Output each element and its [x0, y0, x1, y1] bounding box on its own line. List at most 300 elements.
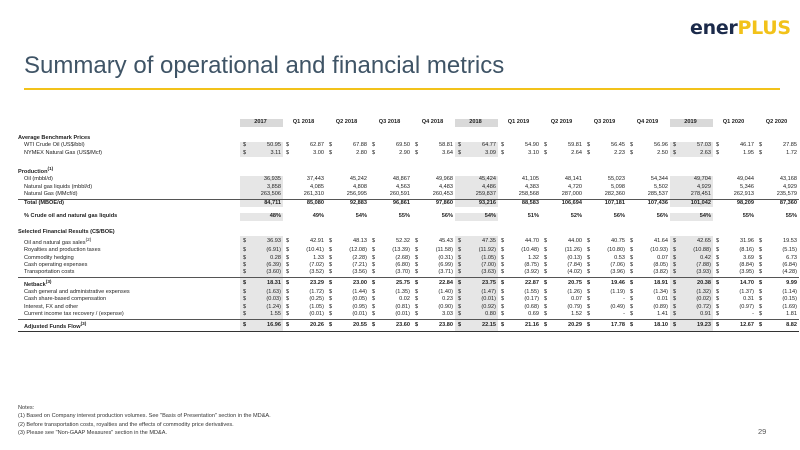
currency-symbol: $ — [544, 296, 548, 303]
table-cell: 4,563 — [396, 183, 410, 190]
currency-symbol: $ — [630, 296, 634, 303]
currency-symbol: $ — [673, 296, 677, 303]
currency-symbol: $ — [587, 269, 591, 276]
currency-symbol: $ — [329, 311, 333, 318]
currency-symbol: $ — [286, 142, 290, 149]
table-cell: $ 0.28 — [240, 255, 283, 262]
table-cell: $ 1.33 — [283, 255, 326, 262]
table-cell: $ (7.88) — [670, 262, 713, 269]
table-cell: $ (10.93) — [627, 247, 670, 254]
page-number: 29 — [758, 427, 767, 436]
currency-symbol: $ — [329, 289, 333, 296]
currency-symbol: $ — [587, 321, 591, 328]
table-cell: $ (3.96) — [584, 269, 627, 277]
table-cell: $ 19.53 — [756, 236, 799, 247]
table-cell: $ (0.01) — [455, 296, 498, 303]
currency-symbol: $ — [286, 254, 290, 261]
table-cell: $ (6.99) — [412, 262, 455, 269]
table-cell: $ - — [584, 311, 627, 319]
currency-symbol: $ — [415, 279, 419, 286]
table-cell: 3,858 — [240, 184, 283, 191]
currency-symbol: $ — [544, 254, 548, 261]
table-cell: $ (2.68) — [369, 255, 412, 262]
currency-symbol: $ — [329, 247, 333, 254]
currency-symbol: $ — [286, 237, 290, 244]
enerplus-logo: enerPLUS — [690, 17, 791, 39]
section-title: Average Benchmark Prices — [18, 135, 91, 141]
table-cell: 36,935 — [240, 176, 283, 183]
table-cell: 259,837 — [455, 191, 498, 199]
table-cell: $ 1.32 — [498, 255, 541, 262]
table-cell: 262,913 — [713, 191, 756, 199]
table-cell: $ (10.41) — [283, 247, 326, 254]
table-cell: $ 2.23 — [584, 150, 627, 157]
currency-symbol: $ — [544, 262, 548, 268]
table-cell: 49,044 — [736, 176, 754, 183]
table-header-row — [18, 119, 799, 127]
table-row — [18, 184, 799, 191]
table-cell: $ 0.69 — [498, 311, 541, 319]
row-label: Royalties and production taxes — [24, 247, 101, 254]
currency-symbol: $ — [544, 289, 548, 296]
table-cell: $ 19.46 — [584, 277, 627, 289]
currency-symbol: $ — [372, 247, 376, 254]
currency-symbol: $ — [716, 142, 720, 149]
table-cell: $ (7.21) — [326, 262, 369, 269]
table-cell: $ 54.90 — [498, 142, 541, 149]
table-cell: 45,242 — [349, 176, 367, 183]
table-cell: $ (1.34) — [627, 289, 670, 296]
currency-symbol: $ — [716, 303, 720, 310]
table-cell: $ (6.91) — [240, 247, 283, 254]
table-cell: $ (1.63) — [240, 289, 283, 296]
table-cell: $ 2.50 — [627, 150, 670, 157]
page-title: Summary of operational and financial metrics — [24, 52, 505, 79]
table-cell: 260,591 — [369, 191, 412, 199]
table-cell: $ 12.67 — [713, 319, 756, 331]
currency-symbol: $ — [286, 296, 290, 303]
currency-symbol: $ — [243, 269, 247, 276]
currency-symbol: $ — [716, 149, 720, 156]
table-row — [18, 199, 799, 207]
currency-symbol: $ — [716, 296, 720, 303]
table-cell: $ (0.90) — [412, 304, 455, 311]
metrics-table-container — [18, 119, 797, 332]
table-cell: 5,346 — [740, 183, 754, 190]
currency-symbol: $ — [759, 142, 763, 149]
table-cell: $ (4.02) — [541, 269, 584, 277]
currency-symbol: $ — [415, 262, 419, 268]
table-cell: 51% — [527, 213, 539, 220]
currency-symbol: $ — [587, 149, 591, 156]
table-cell: $ (0.72) — [670, 304, 713, 311]
table-cell: 260,453 — [412, 191, 455, 199]
table-cell: $ 25.75 — [369, 277, 412, 289]
currency-symbol: $ — [329, 303, 333, 310]
column-header: Q3 2019 — [593, 119, 616, 126]
table-cell: $ 0.07 — [541, 296, 584, 303]
table-cell: $ (10.88) — [670, 247, 713, 254]
table-cell: $ (13.39) — [369, 247, 412, 254]
table-cell: $ (3.82) — [627, 269, 670, 277]
currency-symbol: $ — [458, 269, 462, 276]
currency-symbol: $ — [587, 247, 591, 254]
currency-symbol: $ — [458, 303, 462, 310]
row-label: WTI Crude Oil (US$/bbl) — [24, 142, 85, 149]
currency-symbol: $ — [630, 321, 634, 328]
note-line: Notes: — [18, 405, 35, 411]
row-label: % Crude oil and natural gas liquids — [24, 213, 118, 220]
row-label: Total (MBOE/d) — [24, 199, 64, 206]
currency-symbol: $ — [415, 149, 419, 156]
table-cell: $ (1.24) — [240, 304, 283, 311]
table-row — [18, 142, 799, 149]
table-cell: $ (0.13) — [541, 255, 584, 262]
table-cell: $ 1.72 — [756, 150, 799, 157]
currency-symbol: $ — [458, 321, 462, 328]
table-cell: 54% — [670, 213, 713, 220]
currency-symbol: $ — [501, 237, 505, 244]
table-cell: 285,537 — [627, 191, 670, 199]
table-cell: $ (3.70) — [369, 269, 412, 277]
table-cell: $ (3.93) — [670, 269, 713, 277]
table-cell: $ (0.25) — [283, 296, 326, 303]
table-row — [18, 176, 799, 183]
table-cell: $ (0.03) — [240, 296, 283, 303]
table-cell: $ 52.32 — [369, 236, 412, 247]
table-cell: 54% — [355, 213, 367, 220]
column-header: Q1 2020 — [722, 119, 745, 126]
table-cell: $ (3.63) — [455, 269, 498, 277]
table-cell: 43,168 — [779, 176, 797, 183]
table-cell: 48,141 — [564, 176, 582, 183]
currency-symbol: $ — [716, 321, 720, 328]
notes — [18, 404, 271, 438]
table-cell: $ (0.68) — [498, 304, 541, 311]
row-label: Natural Gas (MMcf/d) — [18, 191, 240, 199]
table-cell: $ 22.15 — [455, 319, 498, 331]
currency-symbol: $ — [243, 262, 247, 268]
currency-symbol: $ — [759, 247, 763, 254]
currency-symbol: $ — [587, 303, 591, 310]
table-row — [18, 289, 799, 296]
currency-symbol: $ — [587, 262, 591, 268]
currency-symbol: $ — [630, 237, 634, 244]
currency-symbol: $ — [544, 237, 548, 244]
row-label: Commodity hedging — [24, 254, 74, 261]
table-cell: 107,436 — [647, 199, 668, 206]
currency-symbol: $ — [415, 321, 419, 328]
table-row — [18, 255, 799, 262]
table-cell: 52% — [570, 213, 582, 220]
table-row — [18, 319, 799, 331]
currency-symbol: $ — [759, 311, 763, 318]
section-title: Selected Financial Results (C$/BOE) — [18, 228, 115, 235]
table-cell: $ (1.69) — [756, 304, 799, 311]
currency-symbol: $ — [630, 262, 634, 268]
row-label: Natural gas liquids (mbbl/d) — [24, 183, 93, 190]
currency-symbol: $ — [759, 237, 763, 244]
footnote-ref: (1) — [47, 166, 54, 172]
table-cell: $ (0.95) — [326, 304, 369, 311]
currency-symbol: $ — [673, 279, 677, 286]
currency-symbol: $ — [673, 254, 677, 261]
table-cell: 4,383 — [525, 183, 539, 190]
column-header: Q1 2018 — [292, 119, 315, 126]
table-cell: 54% — [455, 213, 498, 220]
table-cell: $ (6.80) — [369, 262, 412, 269]
table-cell: $ 31.96 — [713, 236, 756, 247]
table-cell: $ (6.39) — [240, 262, 283, 269]
table-cell: $ (1.55) — [498, 289, 541, 296]
currency-symbol: $ — [501, 321, 505, 328]
table-cell: $ 18.91 — [627, 277, 670, 289]
currency-symbol: $ — [630, 279, 634, 286]
table-cell: $ 1.55 — [240, 311, 283, 319]
table-cell: $ (1.37) — [713, 289, 756, 296]
table-cell: $ 0.91 — [670, 311, 713, 319]
table-cell: 54,344 — [650, 176, 668, 183]
currency-symbol: $ — [458, 254, 462, 261]
table-cell: $ 8.82 — [756, 319, 799, 331]
table-cell: $ 2.64 — [541, 150, 584, 157]
table-cell: 55% — [742, 213, 754, 220]
currency-symbol: $ — [415, 289, 419, 296]
table-cell: $ (3.92) — [498, 269, 541, 277]
footnote-ref: (3) — [45, 278, 52, 284]
row-label: NYMEX Natural Gas (US$/Mcf) — [24, 149, 103, 156]
currency-symbol: $ — [630, 289, 634, 296]
table-cell: $ (1.35) — [369, 289, 412, 296]
table-cell: $ 42.65 — [670, 236, 713, 247]
currency-symbol: $ — [673, 262, 677, 268]
currency-symbol: $ — [544, 142, 548, 149]
table-cell: 88,583 — [521, 199, 539, 206]
table-cell: 261,310 — [283, 191, 326, 199]
table-cell: 55% — [785, 213, 797, 220]
table-cell: $ (4.28) — [756, 269, 799, 277]
currency-symbol: $ — [544, 311, 548, 318]
table-cell: $ (1.47) — [455, 289, 498, 296]
table-cell: $ 22.84 — [412, 277, 455, 289]
table-cell: 55% — [398, 213, 410, 220]
table-cell: $ 59.81 — [541, 142, 584, 149]
currency-symbol: $ — [673, 237, 677, 244]
note-line: (1) Based on Company interest production volumes. See "Basis of Presentation" section in the MD&A. — [18, 413, 271, 420]
currency-symbol: $ — [243, 289, 247, 296]
currency-symbol: $ — [759, 321, 763, 328]
table-cell: $ (3.52) — [283, 269, 326, 277]
table-cell: $ 16.96 — [240, 319, 283, 331]
table-cell: $ (1.05) — [455, 255, 498, 262]
table-cell: $ 58.81 — [412, 142, 455, 149]
table-cell: $ 0.42 — [670, 255, 713, 262]
currency-symbol: $ — [329, 269, 333, 276]
footnote-ref: (3) — [80, 320, 87, 326]
currency-symbol: $ — [630, 311, 634, 318]
table-cell: $ (0.01) — [369, 311, 412, 319]
currency-symbol: $ — [286, 279, 290, 286]
currency-symbol: $ — [544, 269, 548, 276]
table-row — [18, 269, 799, 277]
table-cell: $ 1.52 — [541, 311, 584, 319]
table-row — [18, 191, 799, 199]
currency-symbol: $ — [286, 303, 290, 310]
table-cell: $ 46.17 — [713, 142, 756, 149]
table-cell: $ 19.23 — [670, 319, 713, 331]
table-cell: $ (5.15) — [756, 247, 799, 254]
table-cell: 98,209 — [736, 199, 754, 206]
currency-symbol: $ — [458, 296, 462, 303]
table-cell: $ 21.16 — [498, 319, 541, 331]
table-cell: 85,080 — [306, 199, 324, 206]
table-cell: $ (1.44) — [326, 289, 369, 296]
table-cell: $ 56.45 — [584, 142, 627, 149]
currency-symbol: $ — [544, 279, 548, 286]
table-cell: $ 2.90 — [369, 150, 412, 157]
currency-symbol: $ — [415, 269, 419, 276]
table-cell: $ (8.84) — [713, 262, 756, 269]
table-cell: $ (3.56) — [326, 269, 369, 277]
table-cell: 107,181 — [604, 199, 625, 206]
table-cell: $ - — [584, 296, 627, 303]
table-cell: $ 0.31 — [713, 296, 756, 303]
currency-symbol: $ — [544, 149, 548, 156]
table-cell: $ (0.49) — [584, 304, 627, 311]
table-cell: 49,704 — [670, 176, 713, 183]
table-cell: $ 17.78 — [584, 319, 627, 331]
table-cell: $ (3.95) — [713, 269, 756, 277]
note-line: (3) Please see "Non-GAAP Measures" section in the MD&A. — [18, 430, 168, 437]
table-cell: $ (0.31) — [412, 255, 455, 262]
currency-symbol: $ — [458, 142, 462, 149]
table-cell: $ (6.84) — [756, 262, 799, 269]
table-cell: 4,808 — [353, 183, 367, 190]
table-cell: $ 3.00 — [283, 150, 326, 157]
table-cell: $ 2.63 — [670, 150, 713, 157]
currency-symbol: $ — [372, 269, 376, 276]
currency-symbol: $ — [673, 247, 677, 254]
currency-symbol: $ — [673, 142, 677, 149]
currency-symbol: $ — [587, 311, 591, 318]
currency-symbol: $ — [243, 321, 247, 328]
column-header: Q3 2018 — [378, 119, 401, 126]
currency-symbol: $ — [501, 296, 505, 303]
table-cell: 4,929 — [670, 184, 713, 191]
currency-symbol: $ — [286, 262, 290, 268]
currency-symbol: $ — [759, 279, 763, 286]
table-cell: $ 42.91 — [283, 236, 326, 247]
column-header: Q4 2019 — [636, 119, 659, 126]
currency-symbol: $ — [544, 321, 548, 328]
table-cell: $ 56.96 — [627, 142, 670, 149]
currency-symbol: $ — [630, 142, 634, 149]
currency-symbol: $ — [587, 237, 591, 244]
table-cell: $ (12.08) — [326, 247, 369, 254]
column-header: 2018 — [455, 119, 498, 127]
table-cell: $ (8.16) — [713, 247, 756, 254]
table-cell: $ 23.00 — [326, 277, 369, 289]
table-cell: 106,694 — [561, 199, 582, 206]
metrics-table — [18, 119, 799, 332]
table-cell: 49% — [312, 213, 324, 220]
currency-symbol: $ — [458, 237, 462, 244]
table-cell: $ 23.29 — [283, 277, 326, 289]
currency-symbol: $ — [716, 279, 720, 286]
currency-symbol: $ — [372, 303, 376, 310]
currency-symbol: $ — [243, 254, 247, 261]
table-cell: 258,568 — [498, 191, 541, 199]
currency-symbol: $ — [415, 311, 419, 318]
table-row — [18, 150, 799, 157]
table-cell: $ 44.70 — [498, 236, 541, 247]
header-label-cell — [18, 119, 240, 127]
currency-symbol: $ — [630, 254, 634, 261]
table-cell: 263,506 — [240, 191, 283, 199]
table-cell: 56% — [441, 213, 453, 220]
table-cell: $ 48.13 — [326, 236, 369, 247]
currency-symbol: $ — [415, 237, 419, 244]
column-header: Q2 2019 — [550, 119, 573, 126]
table-cell: $ 23.80 — [412, 319, 455, 331]
currency-symbol: $ — [415, 254, 419, 261]
row-label: Oil and natural gas sales$^{(2)}$ — [24, 236, 92, 246]
table-cell: $ 2.80 — [326, 150, 369, 157]
table-cell: $ 69.50 — [369, 142, 412, 149]
table-cell: $ 0.07 — [627, 255, 670, 262]
table-cell: $ 1.41 — [627, 311, 670, 319]
table-cell: $ 20.29 — [541, 319, 584, 331]
table-cell: $ (1.14) — [756, 289, 799, 296]
currency-symbol: $ — [501, 311, 505, 318]
table-cell: $ 62.87 — [283, 142, 326, 149]
currency-symbol: $ — [501, 254, 505, 261]
table-cell: $ (1.32) — [670, 289, 713, 296]
currency-symbol: $ — [329, 237, 333, 244]
table-cell: $ 0.23 — [412, 296, 455, 303]
currency-symbol: $ — [501, 303, 505, 310]
table-cell: $ (1.19) — [584, 289, 627, 296]
table-cell: 256,995 — [326, 191, 369, 199]
currency-symbol: $ — [458, 279, 462, 286]
currency-symbol: $ — [329, 149, 333, 156]
currency-symbol: $ — [372, 311, 376, 318]
currency-symbol: $ — [329, 142, 333, 149]
row-label: Interest, FX and other — [24, 303, 79, 310]
table-cell: $ (7.02) — [283, 262, 326, 269]
currency-symbol: $ — [286, 149, 290, 156]
table-cell: 41,105 — [521, 176, 539, 183]
table-cell: 101,042 — [670, 199, 713, 207]
currency-symbol: $ — [587, 296, 591, 303]
table-cell: $ (11.58) — [412, 247, 455, 254]
currency-symbol: $ — [587, 142, 591, 149]
section-header-row — [18, 227, 799, 236]
table-row — [18, 247, 799, 254]
currency-symbol: $ — [458, 289, 462, 296]
table-cell: 235,579 — [756, 191, 799, 199]
table-cell: $ 47.35 — [455, 236, 498, 247]
table-cell: 93,216 — [455, 199, 498, 207]
currency-symbol: $ — [372, 279, 376, 286]
table-cell: $ 67.88 — [326, 142, 369, 149]
currency-symbol: $ — [716, 262, 720, 268]
currency-symbol: $ — [286, 269, 290, 276]
logo-plus-text: PLUS — [737, 17, 791, 39]
currency-symbol: $ — [415, 142, 419, 149]
table-cell: 55,023 — [607, 176, 625, 183]
table-cell: 282,360 — [584, 191, 627, 199]
